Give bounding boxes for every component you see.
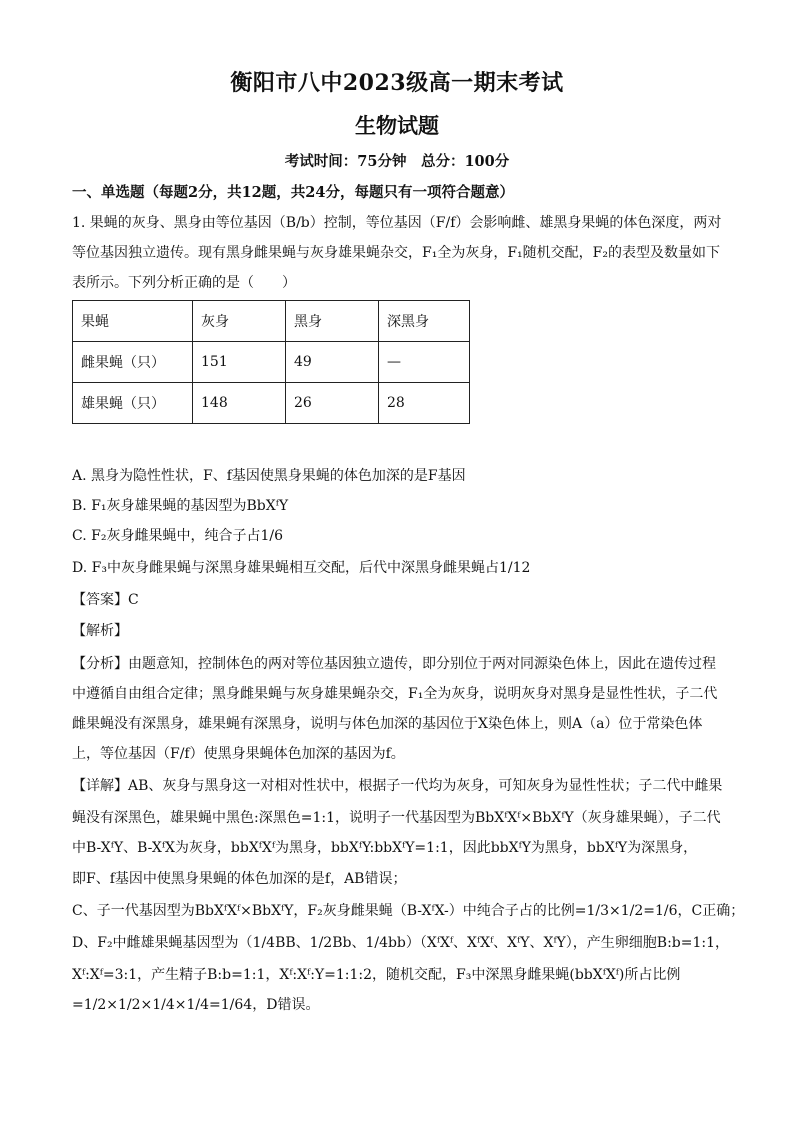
table-header-cell: 深黑身 — [379, 301, 470, 342]
detail-line: 即F、f基因中使黑身果蝇的体色加深的是f，AB错误； — [72, 871, 407, 887]
question-stem-line: 表所示。下列分析正确的是（ ） — [72, 275, 296, 291]
detail-line: Xᶠ:Xᶠ=3:1，产生精子B:b=1:1，Xᶠ:Xᶠ:Y=1:1:2，随机交配，F₃中深黑身雌果蝇(bbXᶠXᶠ)所占比例 — [72, 967, 681, 983]
phenotype-table — [72, 300, 470, 424]
table-header-cell: 果蝇 — [73, 301, 193, 342]
table-row — [73, 342, 470, 383]
detail-line: D、F₂中雌雄果蝇基因型为（1/4BB、1/2Bb、1/4bb）（XᶠXᶠ、XᶠXᶠ、XᶠY、XᶠY），产生卵细胞B:b=1:1， — [72, 935, 730, 951]
detail-line: 【详解】AB、灰身与黑身这一对相对性状中，根据子一代均为灰身，可知灰身为显性性状；子二代中雌果 — [72, 778, 723, 794]
option-a: A. 黑身为隐性性状，F、f基因使黑身果蝇的体色加深的是F基因 — [72, 468, 466, 484]
analysis-line: 中遵循自由组合定律；黑身雌果蝇与灰身雄果蝇杂交，F₁全为灰身，说明灰身对黑身是显性性状，子二代 — [72, 686, 718, 702]
table-cell: 雌果蝇（只） — [73, 342, 193, 383]
table-cell: 148 — [193, 383, 286, 424]
table-cell: 28 — [379, 383, 470, 424]
table-cell: 151 — [193, 342, 286, 383]
analysis-line: 上，等位基因（F/f）使黑身果蝇体色加深的基因为f。 — [72, 746, 405, 762]
table-cell: — — [379, 342, 470, 383]
option-c: C. F₂灰身雌果蝇中，纯合子占1/6 — [72, 528, 283, 544]
analysis-tag: 【解析】 — [72, 623, 128, 639]
table-cell: 49 — [286, 342, 379, 383]
table-cell: 雄果蝇（只） — [73, 383, 193, 424]
detail-line: =1/2×1/2×1/4×1/4=1/64，D错误。 — [72, 997, 320, 1013]
analysis-line: 雌果蝇没有深黑身，雄果蝇有深黑身，说明与体色加深的基因位于X染色体上，则A（a）位于常染色体 — [72, 716, 703, 732]
table-row — [73, 383, 470, 424]
analysis-line: 【分析】由题意知，控制体色的两对等位基因独立遗传，即分别位于两对同源染色体上，因此在遗传过程 — [72, 656, 716, 672]
detail-line: 中B-XᶠY、B-XᶠX为灰身，bbXᶠXᶠ为黑身，bbXᶠY:bbXᶠY=1:1，因此bbXᶠY为黑身，bbXᶠY为深黑身， — [72, 840, 698, 856]
detail-line: C、子一代基因型为BbXᶠXᶠ×BbXᶠY，F₂灰身雌果蝇（B-XᶠX-）中纯合子占的比例=1/3×1/2=1/6，C正确； — [72, 903, 745, 919]
table-header-cell: 黑身 — [286, 301, 379, 342]
table-header-cell: 灰身 — [193, 301, 286, 342]
table-header-row — [73, 301, 470, 342]
table-cell: 26 — [286, 383, 379, 424]
option-b: B. F₁灰身雄果蝇的基因型为BbXᶠY — [72, 498, 289, 514]
answer-tag: 【答案】C — [72, 592, 139, 608]
school-exam-title: 衡阳市八中2023级高一期末考试 — [230, 70, 564, 96]
subject-title: 生物试题 — [355, 113, 439, 138]
question-stem-line: 1. 果蝇的灰身、黑身由等位基因（B/b）控制，等位基因（F/f）会影响雌、雄黑身果蝇的体色深度，两对 — [72, 215, 722, 231]
option-d: D. F₃中灰身雌果蝇与深黑身雄果蝇相互交配，后代中深黑身雌果蝇占1/12 — [72, 560, 531, 576]
detail-line: 蝇没有深黑色，雄果蝇中黑色:深黑色=1:1，说明子一代基因型为BbXᶠXᶠ×BbXᶠY（灰身雄果蝇），子二代 — [72, 810, 721, 826]
section-heading: 一、单选题（每题2分，共12题，共24分，每题只有一项符合题意） — [72, 184, 514, 201]
question-stem-line: 等位基因独立遗传。现有黑身雌果蝇与灰身雄果蝇杂交，F₁全为灰身，F₁随机交配，F₂的表型及数量如下 — [72, 245, 720, 261]
exam-info: 考试时间：75分钟 总分：100分 — [284, 153, 510, 170]
